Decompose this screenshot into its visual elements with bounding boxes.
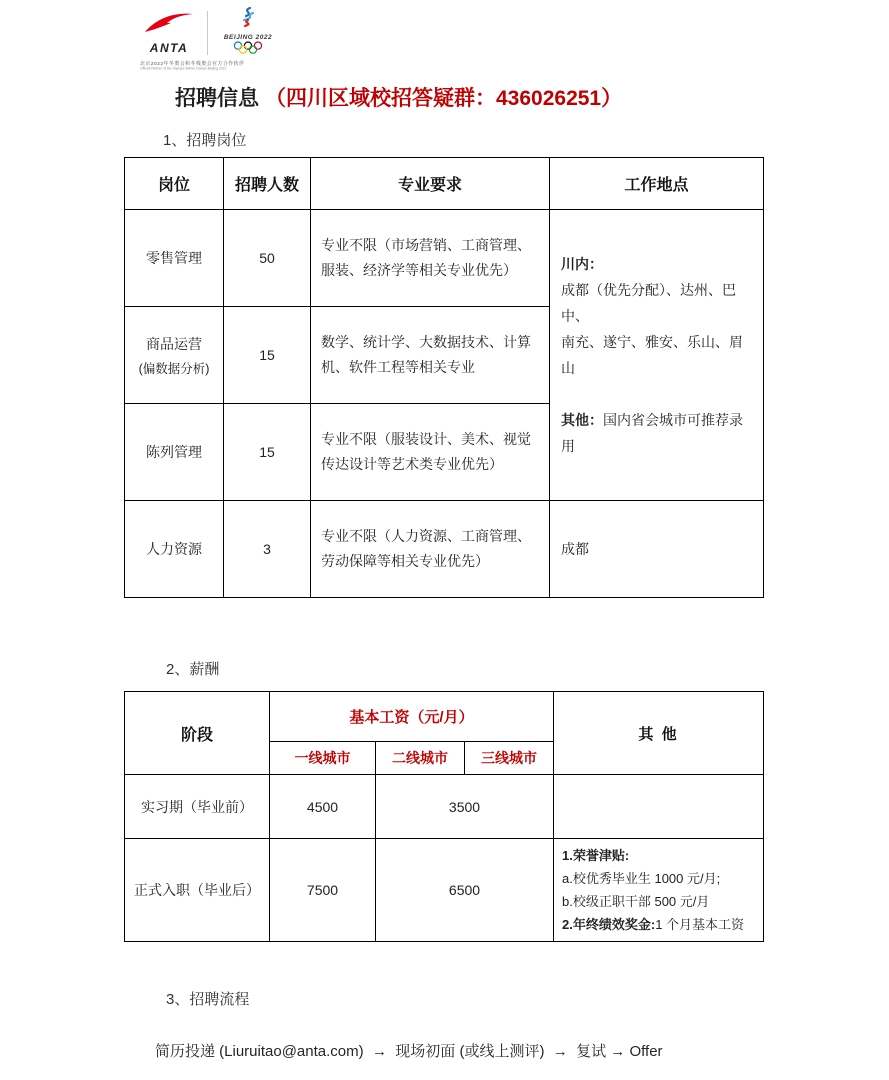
col-header-base-salary: 基本工资（元/月）: [270, 692, 554, 742]
location-line-1: 成都（优先分配）、达州、巴中、: [561, 282, 736, 324]
position-cell: 零售管理: [125, 210, 224, 307]
page-title-group-number: （四川区域校招答疑群：436026251）: [265, 87, 623, 110]
logo-caption-cn: 北京2022年冬奥会和冬残奥会官方合作伙伴: [140, 60, 245, 66]
other-empty-cell: [554, 775, 764, 839]
tier1-salary-cell: 4500: [270, 775, 376, 839]
location-other-text: 国内省会城市可推荐录用: [561, 412, 743, 454]
location-hr-cell: 成都: [550, 501, 764, 598]
table-row: [125, 775, 764, 839]
positions-header-row: [125, 158, 764, 210]
olympic-rings-icon: [232, 41, 264, 60]
benefit-bonus-line: [562, 913, 755, 936]
position-name: 商品运营: [146, 335, 202, 352]
benefit-honor-title: 1.荣誉津贴:: [562, 848, 630, 863]
benefit-honor-a: a.校优秀毕业生 1000 元/月;: [562, 871, 721, 886]
table-row: [125, 501, 764, 598]
salary-table: [124, 691, 764, 942]
col-header-tier2-city: 二线城市: [376, 742, 465, 775]
recruitment-process-flow: 简历投递 (Liuruitao@anta.com) → 现场初面 (或线上测评) → 复试 → Offer: [155, 1043, 663, 1060]
benefits-cell: [554, 839, 764, 942]
major-cell: 专业不限（市场营销、工商管理、服装、经济学等相关专业优先）: [311, 210, 550, 307]
beijing2022-emblem-icon: [238, 7, 258, 34]
benefit-bonus-text: 1 个月基本工资: [655, 917, 745, 932]
position-cell: 陈列管理: [125, 404, 224, 501]
col-header-major: 专业要求: [311, 158, 550, 210]
table-row: [125, 839, 764, 942]
stage-cell: 正式入职（毕业后）: [125, 839, 270, 942]
anta-logo: [140, 11, 198, 55]
section-heading-positions: 1、招聘岗位: [163, 132, 247, 149]
position-cell: [125, 307, 224, 404]
col-header-tier3-city: 三线城市: [465, 742, 554, 775]
location-other-line: [561, 407, 752, 459]
col-header-tier1-city: 一线城市: [270, 742, 376, 775]
col-header-count: 招聘人数: [224, 158, 311, 210]
count-cell: 15: [224, 404, 311, 501]
location-sichuan-label: 川内：: [561, 256, 603, 272]
logo-row: [140, 10, 346, 56]
positions-table: [124, 157, 764, 598]
section-heading-process: 3、招聘流程: [166, 991, 250, 1008]
count-cell: 15: [224, 307, 311, 404]
stage-cell: 实习期（毕业前）: [125, 775, 270, 839]
salary-header-row: [125, 692, 764, 742]
location-merged-cell: [550, 210, 764, 501]
location-spacer: [561, 381, 752, 407]
col-header-stage: 阶段: [125, 692, 270, 775]
beijing2022-wordmark: BEIJING 2022: [223, 33, 273, 41]
count-cell: 50: [224, 210, 311, 307]
tier1-salary-cell: 7500: [270, 839, 376, 942]
major-cell: 专业不限（服装设计、美术、视觉传达设计等艺术类专业优先）: [311, 404, 550, 501]
col-header-other: 其 他: [554, 692, 764, 775]
location-other-label: 其他：: [561, 412, 603, 428]
benefit-honor-b: b.校级正职干部 500 元/月: [562, 894, 710, 909]
logo-divider: [207, 11, 208, 55]
brand-lockup: [140, 10, 346, 71]
count-cell: 3: [224, 501, 311, 598]
major-cell: 数学、统计学、大数据技术、计算机、软件工程等相关专业: [311, 307, 550, 404]
page-title: [175, 82, 622, 112]
col-header-location: 工作地点: [550, 158, 764, 210]
anta-swoosh-icon: [143, 11, 195, 40]
tier23-salary-cell: 3500: [376, 775, 554, 839]
benefit-bonus-title: 2.年终绩效奖金:: [562, 917, 656, 932]
anta-wordmark: ANTA: [149, 41, 189, 55]
position-note: (偏数据分析): [138, 361, 210, 376]
tier23-salary-cell: 6500: [376, 839, 554, 942]
col-header-position: 岗位: [125, 158, 224, 210]
logo-caption-en: Official Partner of the Olympic Winter Games Beijing 2022: [140, 66, 227, 71]
beijing2022-logo: [217, 7, 279, 60]
page-title-main: 招聘信息: [175, 87, 259, 110]
table-row: [125, 210, 764, 307]
major-cell: 专业不限（人力资源、工商管理、劳动保障等相关专业优先）: [311, 501, 550, 598]
location-line-2: 南充、遂宁、雅安、乐山、眉山: [561, 334, 743, 376]
logo-caption: [140, 61, 346, 71]
position-cell: 人力资源: [125, 501, 224, 598]
section-heading-salary: 2、薪酬: [166, 661, 220, 678]
